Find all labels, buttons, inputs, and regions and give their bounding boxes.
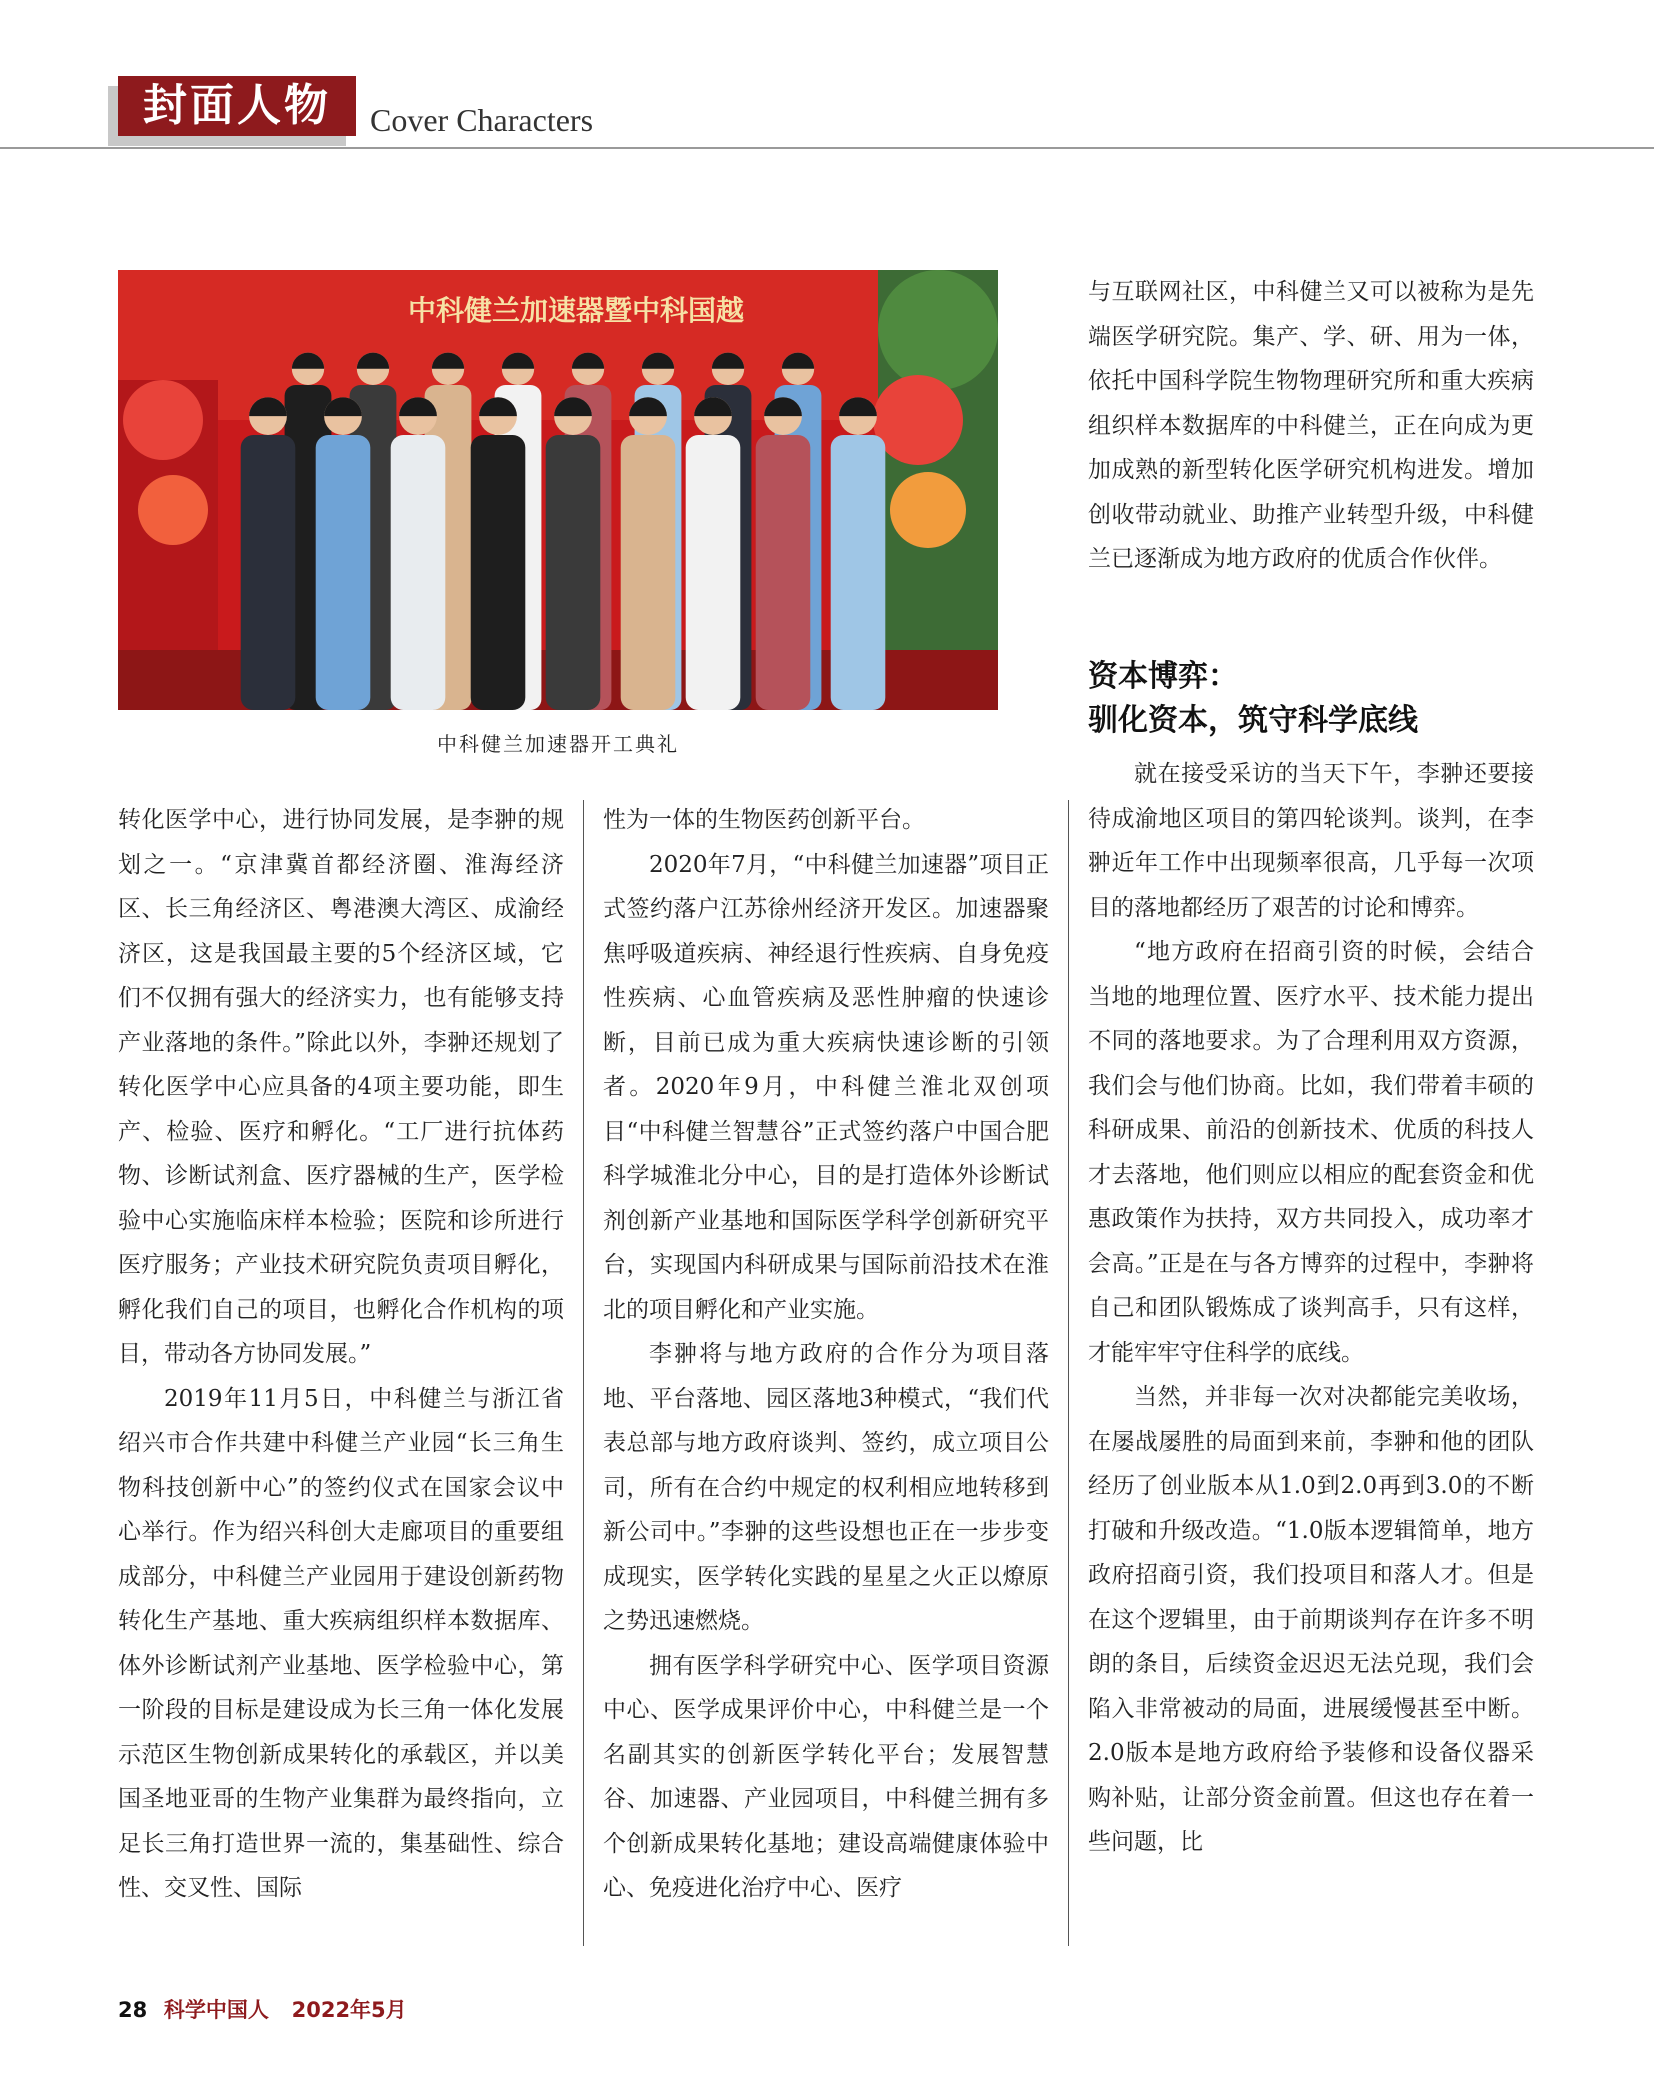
- person-body: [831, 435, 886, 710]
- person-body: [391, 435, 446, 710]
- person-figure: [621, 397, 676, 710]
- tree-top: [878, 270, 998, 390]
- person-figure: [391, 397, 446, 710]
- paragraph: 转化医学中心，进行协同发展，是李翀的规划之一。“京津冀首都经济圈、淮海经济区、长三角经济区、粤港澳大湾区、成渝经济区，这是我国最主要的5个经济区域，它们不仅拥有强大的经济实力，也有能够支持产业落地的条件。”除此以外，李翀还规划了转化医学中心应具备的4项主要功能，即生产、检验、医疗和孵化。“工厂进行抗体药物、诊断试剂盒、医疗器械的生产，医学检验中心实施临床样本检验；医院和诊所进行医疗服务；产业技术研究院负责项目孵化，孵化我们自己的项目，也孵化合作机构的项目，带动各方协同发展。”: [118, 807, 564, 1367]
- column-left: [118, 798, 564, 1946]
- column-right-top: [1088, 270, 1534, 582]
- cover-photo: [118, 270, 998, 710]
- person-body: [241, 435, 296, 710]
- group-photo-illustration: [118, 270, 998, 710]
- paragraph: 就在接受采访的当天下午，李翀还要接待成渝地区项目的第四轮谈判。谈判，在李翀近年工作中出现频率很高，几乎每一次项目的落地都经历了艰苦的讨论和博弈。: [1088, 761, 1534, 921]
- paragraph: 性为一体的生物医药创新平台。: [603, 807, 925, 833]
- paragraph: “地方政府在招商引资的时候，会结合当地的地理位置、医疗水平、技术能力提出不同的落地要求。为了合理利用双方资源，我们会与他们协商。比如，我们带着丰硕的科研成果、前沿的创新技术、优质的科技人才去落地，他们则应以相应的配套资金和优惠政策作为扶持，双方共同投入，成功率才会高。”正是在与各方博弈的过程中，李翀将自己和团队锻炼成了谈判高手，只有这样，才能牢牢守住科学的底线。: [1088, 939, 1534, 1366]
- magazine-name: 科学中国人: [163, 1998, 269, 2022]
- header-divider: [0, 147, 1654, 149]
- paragraph: 2019年11月5日，中科健兰与浙江省绍兴市合作共建中科健兰产业园“长三角生物科技创新中心”的签约仪式在国家会议中心举行。作为绍兴科创大走廊项目的重要组成部分，中科健兰产业园用于建设创新药物转化生产基地、重大疾病组织样本数据库、体外诊断试剂产业基地、医学检验中心，第一阶段的目标是建设成为长三角一体化发展示范区生物创新成果转化的承载区，并以美国圣地亚哥的生物产业集群为最终指向，立足长三角打造世界一流的，集基础性、综合性、交叉性、国际: [118, 1385, 564, 1901]
- person-figure: [546, 397, 601, 710]
- person-figure: [316, 397, 371, 710]
- section-title-en: Cover Characters: [370, 102, 594, 138]
- section-heading: [1088, 655, 1534, 743]
- photo-caption: 中科健兰加速器开工典礼: [437, 732, 679, 756]
- section-heading-line2: 驯化资本，筑守科学底线: [1088, 703, 1418, 738]
- banner-text: 中科健兰加速器暨中科国越: [408, 294, 745, 327]
- column-middle: [603, 798, 1049, 1946]
- flower-bunch: [138, 475, 208, 545]
- paragraph: 当然，并非每一次对决都能完美收场，在屡战屡胜的局面到来前，李翀和他的团队经历了创业版本从1.0到2.0再到3.0的不断打破和升级改造。“1.0版本逻辑简单，地方政府招商引资，我们投项目和落人才。但是在这个逻辑里，由于前期谈判存在许多不明朗的条目，后续资金迟迟无法兑现，我们会陷入非常被动的局面，进展缓慢甚至中断。2.0版本是地方政府给予装修和设备仪器采购补贴，让部分资金前置。但这也存在着一些问题，比: [1088, 1384, 1534, 1855]
- page-number: 28: [118, 1998, 148, 2022]
- banner-area: [118, 270, 998, 420]
- person-body: [546, 435, 601, 710]
- person-body: [756, 435, 811, 710]
- paragraph: 与互联网社区，中科健兰又可以被称为是先端医学研究院。集产、学、研、用为一体，依托中国科学院生物物理研究所和重大疾病组织样本数据库的中科健兰，正在向成为更加成熟的新型转化医学研究机构进发。增加创收带动就业、助推产业转型升级，中科健兰已逐渐成为地方政府的优质合作伙伴。: [1088, 279, 1534, 572]
- people-group: [241, 353, 886, 710]
- person-body: [471, 435, 526, 710]
- person-body: [316, 435, 371, 710]
- section-heading-line1: 资本博弈：: [1088, 659, 1238, 694]
- flower-bunch: [123, 380, 203, 460]
- column-divider: [583, 800, 584, 1946]
- column-right-bottom: [1088, 752, 1534, 1946]
- page-footer: [118, 1994, 407, 2024]
- flower-bunch: [890, 472, 966, 548]
- paragraph: 李翀将与地方政府的合作分为项目落地、平台落地、园区落地3种模式，“我们代表总部与地方政府谈判、签约，成立项目公司，所有在合约中规定的权利相应地转移到新公司中。”李翀的这些设想也正在一步步变成现实，医学转化实践的星星之火正以燎原之势迅速燃烧。: [603, 1341, 1049, 1634]
- person-figure: [471, 397, 526, 710]
- person-figure: [756, 397, 811, 710]
- person-body: [621, 435, 676, 710]
- flower-bunch: [873, 375, 963, 465]
- section-badge: 封面人物: [118, 76, 356, 136]
- person-figure: [686, 397, 741, 710]
- person-figure: [241, 397, 296, 710]
- paragraph: 2020年7月，“中科健兰加速器”项目正式签约落户江苏徐州经济开发区。加速器聚焦呼吸道疾病、神经退行性疾病、自身免疫性疾病、心血管疾病及恶性肿瘤的快速诊断，目前已成为重大疾病快速诊断的引领者。2020年9月，中科健兰淮北双创项目“中科健兰智慧谷”正式签约落户中国合肥科学城淮北分中心，目的是打造体外诊断试剂创新产业基地和国际医学科学创新研究平台，实现国内科研成果与国际前沿技术在淮北的项目孵化和产业实施。: [603, 851, 1049, 1323]
- column-divider: [1068, 800, 1069, 1946]
- issue-date: 2022年5月: [291, 1998, 407, 2022]
- person-figure: [831, 397, 886, 710]
- person-body: [686, 435, 741, 710]
- paragraph: 拥有医学科学研究中心、医学项目资源中心、医学成果评价中心，中科健兰是一个名副其实的创新医学转化平台；发展智慧谷、加速器、产业园项目，中科健兰拥有多个创新成果转化基地；建设高端健康体验中心、免疫进化治疗中心、医疗: [603, 1652, 1049, 1901]
